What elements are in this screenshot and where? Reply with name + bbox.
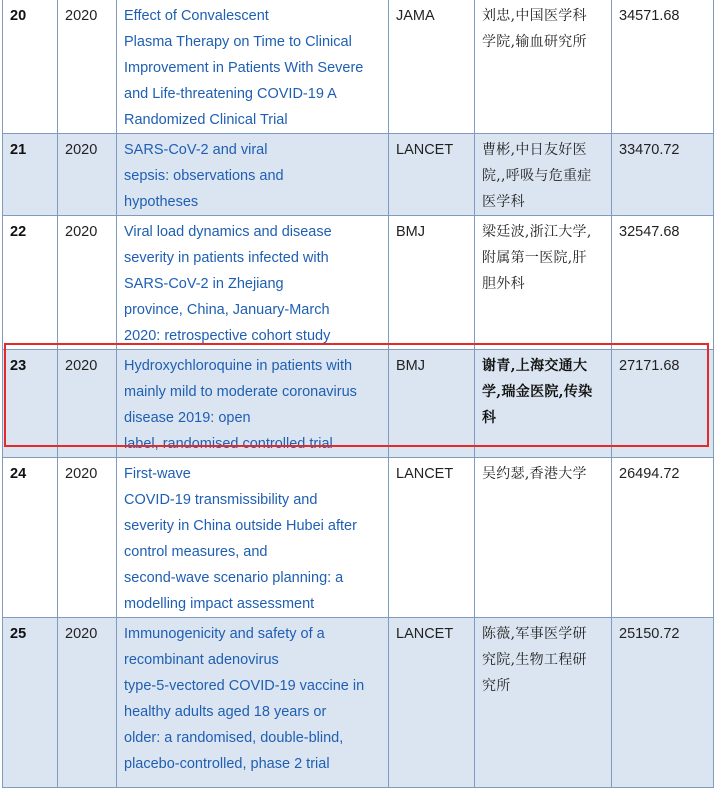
- author-line: 附属第一医院,肝: [482, 250, 587, 266]
- title-line: second-wave scenario planning: a: [124, 570, 344, 586]
- score-cell: 32547.68: [612, 216, 714, 350]
- rank-cell: 22: [3, 216, 58, 350]
- author-line: 曹彬,中日友好医: [482, 142, 587, 158]
- title-line: Plasma Therapy on Time to Clinical: [124, 34, 352, 50]
- rank-cell: 25: [3, 618, 58, 788]
- title-line: province, China, January-March: [124, 302, 330, 318]
- table-row: [3, 0, 714, 134]
- journal-cell: LANCET: [389, 134, 475, 216]
- author-cell: [475, 134, 612, 216]
- journal-cell: LANCET: [389, 618, 475, 788]
- title-line: 2020: retrospective cohort study: [124, 328, 331, 344]
- title-line: hypotheses: [124, 194, 199, 210]
- year-cell: 2020: [58, 134, 117, 216]
- author-line: 梁廷波,浙江大学,: [482, 224, 592, 240]
- author-cell: [475, 0, 612, 134]
- table-row: [3, 350, 714, 458]
- year-cell: 2020: [58, 0, 117, 134]
- author-cell: [475, 350, 612, 458]
- title-line: severity in China outside Hubei after: [124, 518, 357, 534]
- title-line: First-wave: [124, 466, 191, 482]
- title-line: SARS-CoV-2 and viral: [124, 142, 268, 158]
- rank-cell: 23: [3, 350, 58, 458]
- author-line: 科: [482, 410, 497, 426]
- title-line: healthy adults aged 18 years or: [124, 704, 327, 720]
- author-line: 究所: [482, 678, 511, 694]
- journal-cell: JAMA: [389, 0, 475, 134]
- title-line: placebo-controlled, phase 2 trial: [124, 756, 330, 772]
- title-cell: [117, 134, 389, 216]
- title-line: modelling impact assessment: [124, 596, 315, 612]
- journal-cell: LANCET: [389, 458, 475, 618]
- title-cell: [117, 0, 389, 134]
- ranking-table: [2, 0, 714, 788]
- title-line: recombinant adenovirus: [124, 652, 279, 668]
- title-line: mainly mild to moderate coronavirus: [124, 384, 357, 400]
- title-cell: [117, 350, 389, 458]
- score-cell: 27171.68: [612, 350, 714, 458]
- table-row: [3, 458, 714, 618]
- title-line: type-5-vectored COVID-19 vaccine in: [124, 678, 365, 694]
- title-line: label, randomised controlled trial: [124, 436, 333, 452]
- table-row: [3, 216, 714, 350]
- year-cell: 2020: [58, 216, 117, 350]
- title-cell: [117, 458, 389, 618]
- journal-cell: BMJ: [389, 216, 475, 350]
- title-line: Immunogenicity and safety of a: [124, 626, 325, 642]
- year-cell: 2020: [58, 350, 117, 458]
- table-row: [3, 134, 714, 216]
- title-line: SARS-CoV-2 in Zhejiang: [124, 276, 284, 292]
- rank-cell: 21: [3, 134, 58, 216]
- author-cell: [475, 458, 612, 618]
- author-line: 胆外科: [482, 276, 525, 292]
- author-line: 院,,呼吸与危重症: [482, 168, 592, 184]
- title-line: Effect of Convalescent: [124, 8, 269, 24]
- author-line: 吴约瑟,香港大学: [482, 466, 587, 482]
- author-line: 学,瑞金医院,传染: [482, 384, 593, 400]
- score-cell: 33470.72: [612, 134, 714, 216]
- title-line: control measures, and: [124, 544, 268, 560]
- title-line: older: a randomised, double-blind,: [124, 730, 344, 746]
- table-row: [3, 618, 714, 788]
- title-line: sepsis: observations and: [124, 168, 284, 184]
- author-line: 陈薇,军事医学研: [482, 626, 587, 642]
- author-cell: [475, 618, 612, 788]
- title-line: severity in patients infected with: [124, 250, 329, 266]
- year-cell: 2020: [58, 618, 117, 788]
- author-line: 学院,输血研究所: [482, 34, 587, 50]
- title-line: Hydroxychloroquine in patients with: [124, 358, 353, 374]
- score-cell: 34571.68: [612, 0, 714, 134]
- title-line: COVID-19 transmissibility and: [124, 492, 318, 508]
- title-line: disease 2019: open: [124, 410, 251, 426]
- title-line: Randomized Clinical Trial: [124, 112, 288, 128]
- author-line: 谢青,上海交通大: [482, 358, 588, 374]
- title-line: and Life-threatening COVID-19 A: [124, 86, 337, 102]
- author-line: 究院,生物工程研: [482, 652, 587, 668]
- title-line: Improvement in Patients With Severe: [124, 60, 364, 76]
- author-cell: [475, 216, 612, 350]
- author-line: 医学科: [482, 194, 525, 210]
- title-cell: [117, 216, 389, 350]
- title-line: Viral load dynamics and disease: [124, 224, 332, 240]
- author-line: 刘忠,中国医学科: [482, 8, 587, 24]
- year-cell: 2020: [58, 458, 117, 618]
- rank-cell: 20: [3, 0, 58, 134]
- journal-cell: BMJ: [389, 350, 475, 458]
- rank-cell: 24: [3, 458, 58, 618]
- score-cell: 25150.72: [612, 618, 714, 788]
- title-cell: [117, 618, 389, 788]
- score-cell: 26494.72: [612, 458, 714, 618]
